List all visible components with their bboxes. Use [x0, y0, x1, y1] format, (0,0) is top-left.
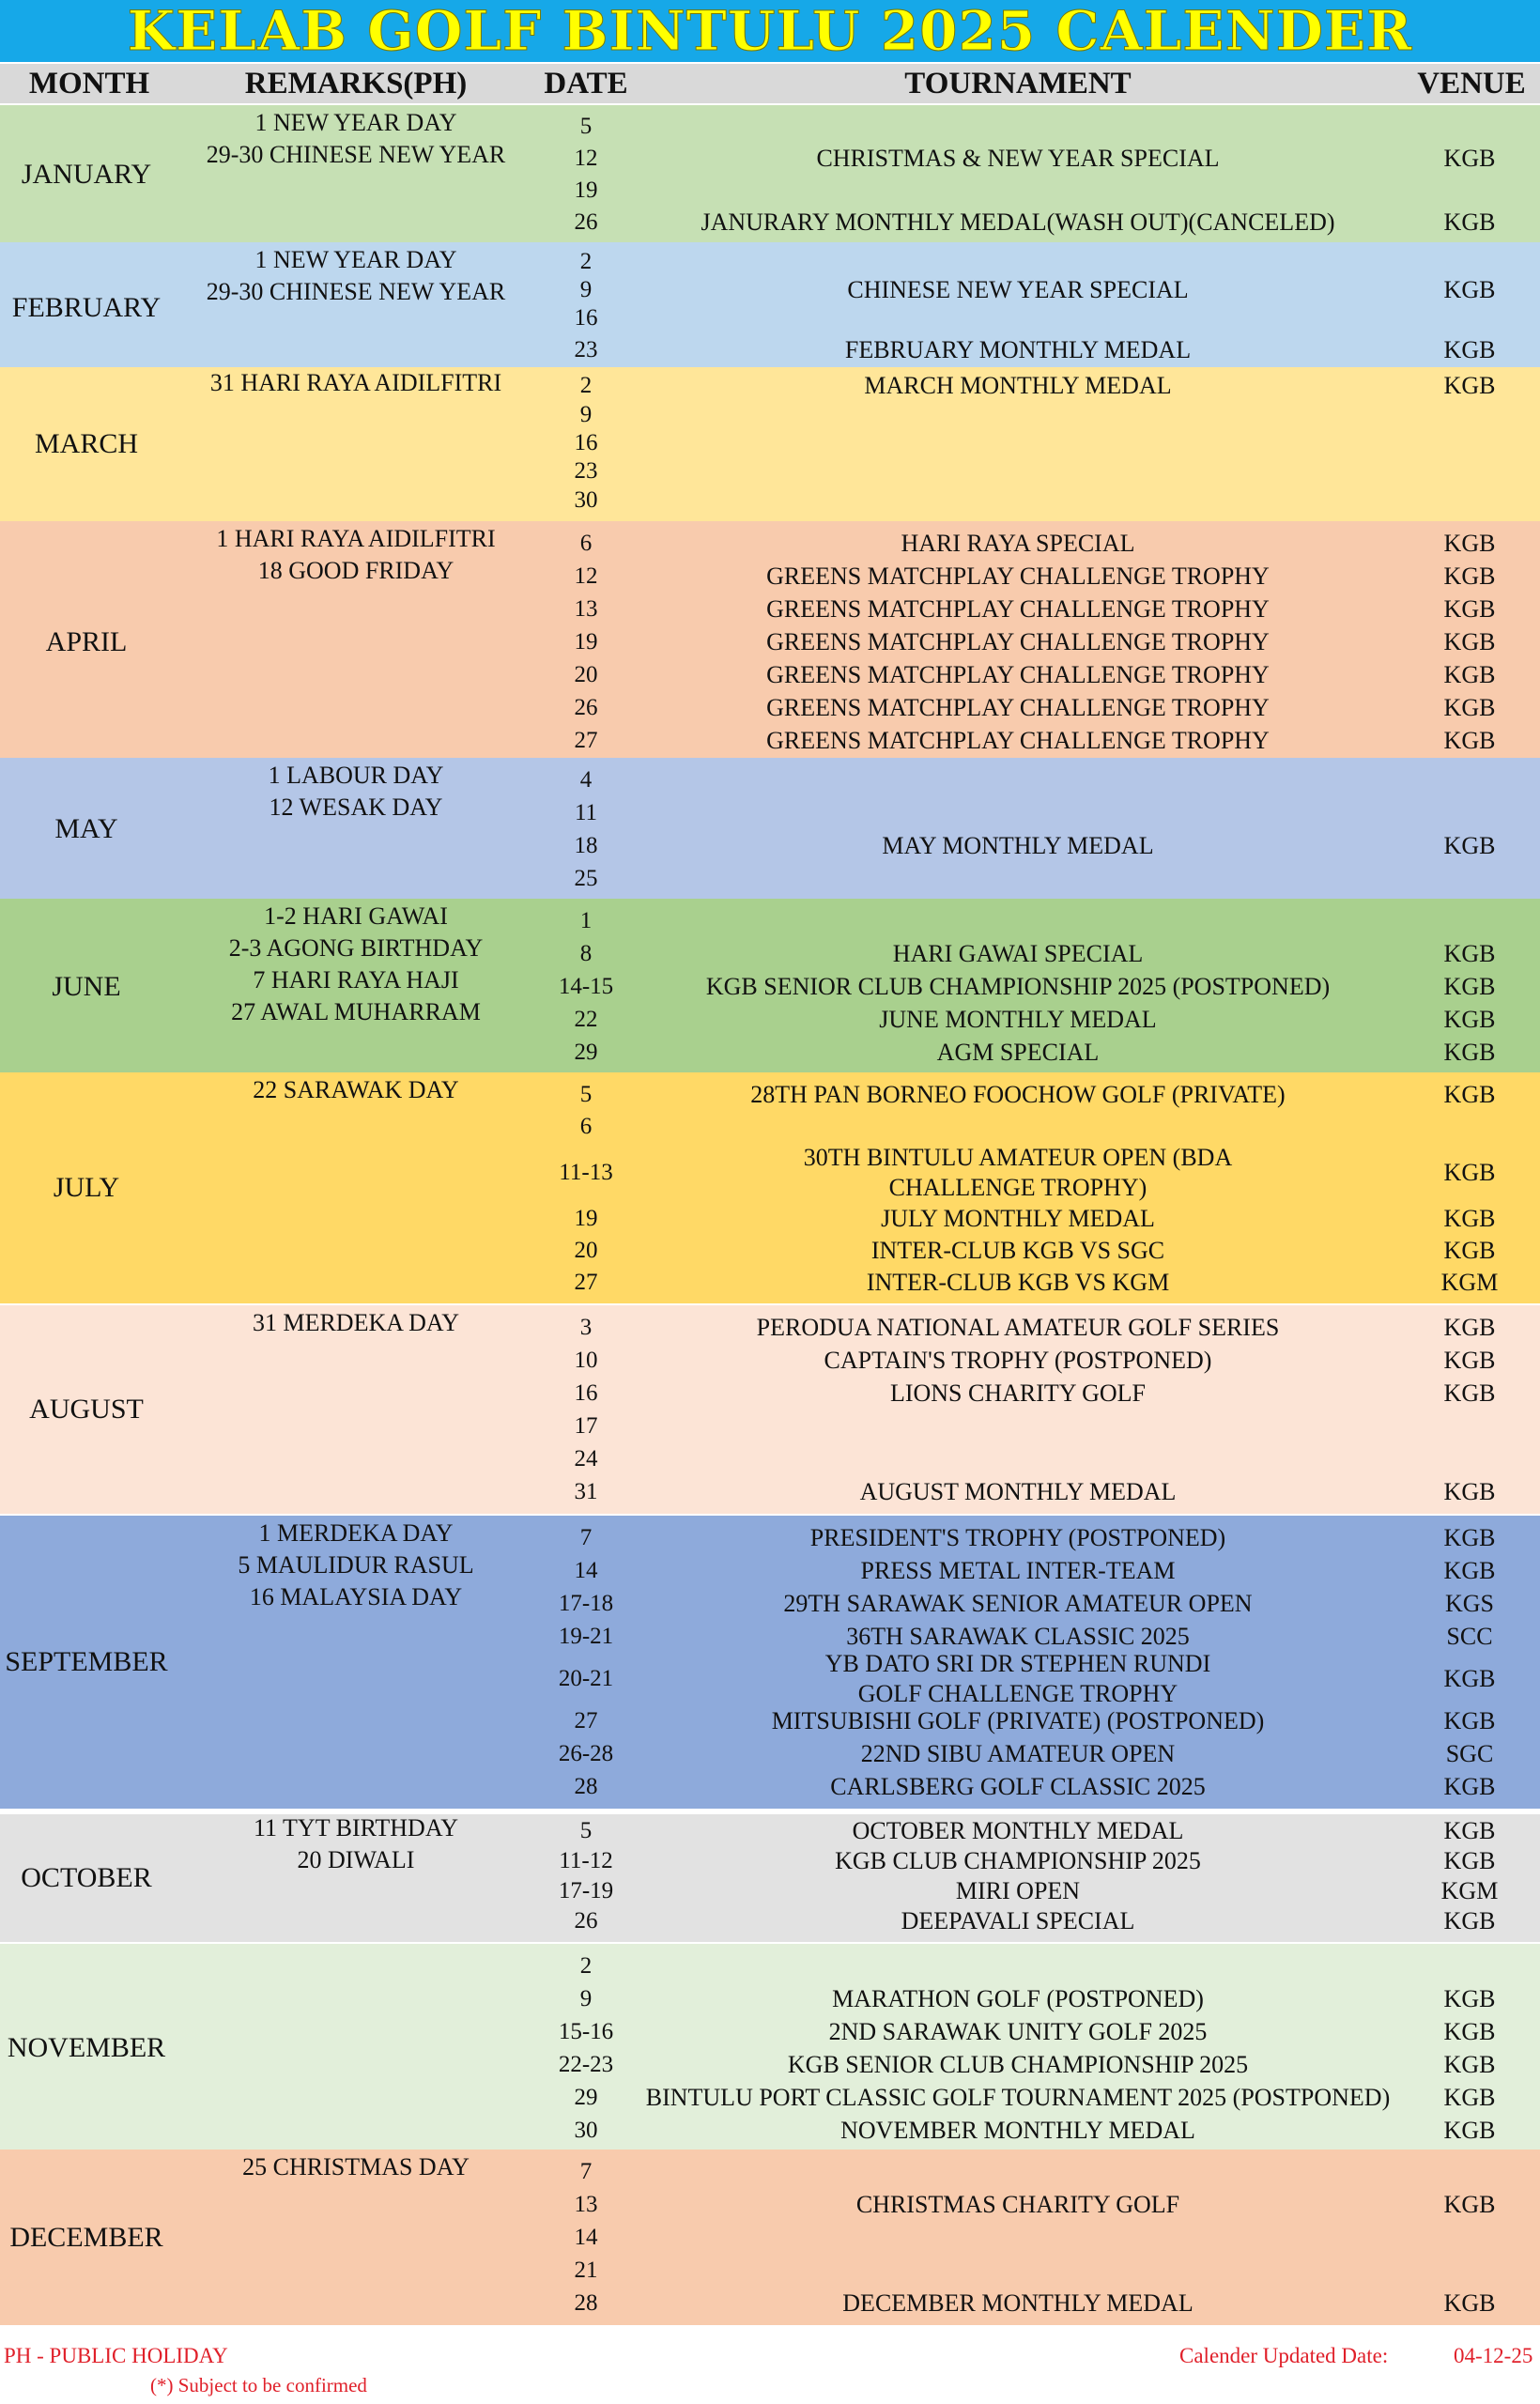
event-date: 13: [574, 595, 598, 622]
tournament-text: 36TH SARAWAK CLASSIC 2025: [846, 1622, 1190, 1650]
venue-code: KGB: [1443, 831, 1496, 859]
month-name: JANUARY: [21, 159, 152, 190]
table-header: [0, 64, 1540, 103]
event-date: 11: [574, 799, 598, 825]
event-date: 20-21: [558, 1665, 614, 1691]
holiday-remark: 11 TYT BIRTHDAY: [253, 1814, 459, 1842]
tournament-name: [642, 1704, 1394, 1737]
holiday-remark: 31 HARI RAYA AIDILFITRI: [209, 369, 502, 396]
tournament-name: [642, 1770, 1394, 1803]
tournament-text: 29TH SARAWAK SENIOR AMATEUR OPEN: [783, 1589, 1253, 1617]
venue-code: SCC: [1446, 1622, 1493, 1650]
month-name: JUNE: [52, 970, 121, 1002]
tournament-name: [642, 1653, 1394, 1704]
month-name: FEBRUARY: [11, 292, 162, 323]
month-name: APRIL: [45, 625, 128, 657]
tournament-name: [642, 1475, 1394, 1508]
event-date: 14: [574, 2224, 598, 2250]
tournament-text: CAPTAIN'S TROPHY (POSTPONED): [824, 1346, 1212, 1374]
event-date: 22-23: [558, 2051, 614, 2077]
venue-code: KGB: [1443, 372, 1496, 399]
month-block: [0, 2150, 1540, 2325]
tournament-text: GREENS MATCHPLAY CHALLENGE TROPHY: [766, 660, 1270, 688]
venue-code: KGB: [1443, 1477, 1496, 1505]
venue-code: KGB: [1443, 1907, 1496, 1934]
event-date: 26-28: [558, 1740, 614, 1766]
event-date: 5: [579, 114, 593, 139]
venue-code: KGB: [1443, 1817, 1496, 1844]
tournament-name: [642, 207, 1394, 239]
tournament-name: [642, 1078, 1394, 1112]
event-date: 5: [579, 1818, 593, 1843]
holiday-remark: 1-2 HARI GAWAI: [264, 902, 448, 930]
tournament-text: GREENS MATCHPLAY CHALLENGE TROPHY: [766, 627, 1270, 655]
tournament-name: [642, 593, 1394, 625]
month-name: JULY: [53, 1172, 120, 1203]
event-date: 30: [574, 2117, 598, 2143]
header-remarks: REMARKS(PH): [244, 67, 468, 100]
month-block: [0, 758, 1540, 901]
venue-code: KGB: [1443, 336, 1496, 363]
tournament-name: [642, 1737, 1394, 1770]
tournament-text: MAY MONTHLY MEDAL: [882, 831, 1154, 859]
event-date: 20: [574, 661, 598, 687]
event-date: 4: [579, 766, 593, 793]
header-tournament: TOURNAMENT: [904, 67, 1132, 100]
venue-code: KGB: [1443, 2050, 1496, 2078]
tournament-text: PERODUA NATIONAL AMATEUR GOLF SERIES: [756, 1313, 1280, 1341]
event-date: 6: [579, 1114, 593, 1139]
event-date: 26: [574, 209, 598, 235]
tournament-name: [642, 2081, 1394, 2114]
event-date: 3: [579, 1314, 593, 1340]
event-date: 17-19: [558, 1878, 614, 1903]
tournament-name: [642, 1377, 1394, 1410]
updated-date-label: Calender Updated Date:: [1179, 2344, 1389, 2367]
month-name: AUGUST: [29, 1394, 144, 1425]
month-block: [0, 521, 1540, 763]
event-date: 29: [574, 1039, 598, 1065]
tournament-name: [642, 625, 1394, 658]
holiday-remark: 1 MERDEKA DAY: [258, 1519, 454, 1547]
month-block: [0, 899, 1540, 1074]
venue-code: KGM: [1440, 1269, 1499, 1296]
tournament-name: [642, 1311, 1394, 1344]
event-date: 14: [574, 1557, 598, 1583]
venue-code: KGB: [1443, 1556, 1496, 1584]
tournament-name: [642, 332, 1394, 368]
tournament-text: AGM SPECIAL: [936, 1038, 1100, 1066]
tournament-name: [642, 2015, 1394, 2048]
tournament-text: PRESS METAL INTER-TEAM: [860, 1556, 1176, 1584]
event-date: 11-13: [559, 1160, 613, 1185]
tournament-name: [642, 937, 1394, 970]
tournament-text: AUGUST MONTHLY MEDAL: [859, 1477, 1177, 1505]
event-date: 23: [574, 337, 598, 362]
event-date: 9: [579, 402, 593, 427]
venue-code: KGS: [1444, 1589, 1494, 1617]
venue-code: KGB: [1443, 972, 1496, 1000]
tournament-name: [642, 1982, 1394, 2015]
event-date: 1: [579, 907, 593, 933]
month-block: [0, 105, 1540, 244]
event-date: 30: [574, 487, 598, 513]
tournament-text: KGB SENIOR CLUB CHAMPIONSHIP 2025: [787, 2050, 1249, 2078]
event-date: 19: [574, 628, 598, 655]
tournament-name: [642, 724, 1394, 757]
venue-code: KGB: [1443, 1005, 1496, 1033]
venue-code: KGB: [1443, 1313, 1496, 1341]
event-date: 7: [579, 2158, 593, 2184]
holiday-remark: 18 GOOD FRIDAY: [257, 557, 454, 584]
venue-code: KGB: [1443, 1379, 1496, 1407]
tournament-name: [642, 1003, 1394, 1036]
tournament-name: [642, 1816, 1394, 1846]
tournament-text: FEBRUARY MONTHLY MEDAL: [844, 336, 1192, 363]
event-date: 26: [574, 1908, 598, 1934]
event-date: 19-21: [558, 1623, 614, 1649]
tournament-name: [642, 1268, 1394, 1298]
event-date: 18: [574, 832, 598, 858]
event-date: 29: [574, 2084, 598, 2110]
venue-code: KGB: [1443, 1706, 1496, 1734]
event-date: 27: [574, 1707, 598, 1734]
tournament-text: JUNE MONTHLY MEDAL: [879, 1005, 1157, 1033]
holiday-remark: 1 NEW YEAR DAY: [254, 109, 457, 136]
event-date: 16: [574, 1379, 598, 1406]
tournament-text: PRESIDENT'S TROPHY (POSTPONED): [809, 1523, 1226, 1551]
venue-code: SGC: [1445, 1739, 1494, 1767]
title-banner: [0, 0, 1540, 62]
venue-code: KGB: [1443, 693, 1496, 721]
tournament-name: [642, 2114, 1394, 2147]
venue-code: KGB: [1443, 726, 1496, 754]
event-date: 11-12: [559, 1848, 613, 1873]
tournament-text: JANURARY MONTHLY MEDAL(WASH OUT)(CANCELED): [701, 208, 1335, 236]
venue-code: KGM: [1440, 1877, 1499, 1904]
header-date: DATE: [544, 67, 628, 100]
tournament-text: LIONS CHARITY GOLF: [889, 1379, 1147, 1407]
venue-code: KGB: [1443, 2083, 1496, 2111]
month-name: OCTOBER: [21, 1862, 152, 1893]
tournament-name: [642, 1846, 1394, 1876]
event-date: 19: [574, 1206, 598, 1231]
venue-code: KGB: [1443, 1237, 1496, 1264]
tournament-text: INTER-CLUB KGB VS KGM: [866, 1269, 1170, 1296]
venue-code: KGB: [1443, 2017, 1496, 2045]
event-date: 27: [574, 727, 598, 753]
event-date: 15-16: [558, 2018, 614, 2044]
tournament-text: NOVEMBER MONTHLY MEDAL: [840, 2116, 1195, 2144]
event-date: 8: [579, 940, 593, 966]
tournament-name: [642, 1906, 1394, 1936]
holiday-remark: 2-3 AGONG BIRTHDAY: [228, 934, 484, 962]
holiday-remark: 16 MALAYSIA DAY: [249, 1583, 463, 1610]
tournament-text: BINTULU PORT CLASSIC GOLF TOURNAMENT 2025 (POSTPONED): [645, 2083, 1391, 2111]
venue-code: KGB: [1443, 562, 1496, 590]
tournament-text: KGB CLUB CHAMPIONSHIP 2025: [835, 1847, 1201, 1874]
month-name: MAY: [54, 813, 118, 844]
event-date: 25: [574, 865, 598, 891]
event-date: 5: [579, 1082, 593, 1107]
tournament-name: [642, 2048, 1394, 2081]
tournament-name: [642, 143, 1394, 175]
tournament-name: [642, 1036, 1394, 1069]
holiday-remark: 27 AWAL MUHARRAM: [231, 998, 481, 1025]
venue-code: KGB: [1443, 529, 1496, 557]
venue-code: KGB: [1443, 2288, 1496, 2317]
month-block: [0, 242, 1540, 374]
event-date: 2: [579, 249, 593, 274]
event-date: 14-15: [558, 973, 614, 999]
tournament-text: 2ND SARAWAK UNITY GOLF 2025: [828, 2017, 1208, 2045]
venue-code: KGB: [1443, 276, 1496, 303]
tournament-name: [642, 970, 1394, 1003]
venue-code: KGB: [1443, 660, 1496, 688]
tournament-text: GREENS MATCHPLAY CHALLENGE TROPHY: [766, 594, 1270, 623]
tournament-text: MITSUBISHI GOLF (PRIVATE) (POSTPONED): [771, 1706, 1265, 1734]
venue-code: KGB: [1443, 594, 1496, 623]
venue-code: KGB: [1443, 1346, 1496, 1374]
holiday-remark: 20 DIWALI: [297, 1846, 415, 1873]
venue-code: KGB: [1443, 939, 1496, 967]
event-date: 26: [574, 694, 598, 720]
tournament-text: CHRISTMAS & NEW YEAR SPECIAL: [816, 145, 1220, 172]
month-block: [0, 1305, 1540, 1514]
tournament-text: GREENS MATCHPLAY CHALLENGE TROPHY: [766, 562, 1270, 590]
tournament-name: [642, 1234, 1394, 1268]
event-date: 17-18: [558, 1590, 614, 1616]
tournament-text: INTER-CLUB KGB VS SGC: [870, 1237, 1165, 1264]
tournament-text: 22ND SIBU AMATEUR OPEN: [860, 1739, 1176, 1767]
venue-code: KGB: [1443, 145, 1496, 172]
tournament-text: HARI GAWAI SPECIAL: [892, 939, 1144, 967]
venue-code: KGB: [1443, 1664, 1496, 1692]
tournament-name: [642, 1521, 1394, 1554]
event-date: 9: [579, 277, 593, 302]
tournament-name: [642, 371, 1394, 401]
venue-code: KGB: [1443, 1847, 1496, 1874]
venue-code: KGB: [1443, 1205, 1496, 1232]
tournament-text: HARI RAYA SPECIAL: [901, 529, 1135, 557]
month-name: NOVEMBER: [7, 2032, 166, 2063]
event-date: 16: [574, 305, 598, 331]
header-venue: VENUE: [1417, 67, 1526, 100]
venue-code: KGB: [1443, 1523, 1496, 1551]
tournament-name: [642, 1620, 1394, 1653]
holiday-remark: 12 WESAK DAY: [269, 794, 443, 821]
tournament-text: KGB SENIOR CLUB CHAMPIONSHIP 2025 (POSTPONED): [705, 972, 1331, 1000]
tournament-name: [642, 658, 1394, 691]
event-date: 16: [574, 430, 598, 455]
confirmation-note: (*) Subject to be confirmed: [150, 2374, 367, 2396]
event-date: 7: [579, 1524, 593, 1550]
venue-code: KGB: [1443, 627, 1496, 655]
holiday-remark: 1 LABOUR DAY: [268, 762, 444, 789]
event-date: 13: [574, 2191, 598, 2217]
holiday-remark: 29-30 CHINESE NEW YEAR: [206, 141, 506, 168]
tournament-text: MARATHON GOLF (POSTPONED): [832, 1984, 1204, 2012]
event-date: 28: [574, 1773, 598, 1799]
event-date: 23: [574, 458, 598, 484]
tournament-name: [642, 1204, 1394, 1234]
event-date: 22: [574, 1006, 598, 1032]
tournament-name: [642, 1142, 1394, 1204]
month-block: [0, 1814, 1540, 1942]
tournament-text: MIRI OPEN: [955, 1877, 1081, 1904]
month-block: [0, 367, 1540, 521]
month-block: [0, 1072, 1540, 1303]
venue-code: KGB: [1443, 2116, 1496, 2144]
tournament-text: YB DATO SRI DR STEPHEN RUNDI GOLF CHALLENGE TROPHY: [824, 1653, 1211, 1704]
holiday-remark: 29-30 CHINESE NEW YEAR: [206, 278, 506, 305]
month-name: DECEMBER: [9, 2221, 163, 2253]
holiday-remark: 22 SARAWAK DAY: [253, 1076, 459, 1103]
holiday-remark: 25 CHRISTMAS DAY: [242, 2153, 470, 2181]
tournament-name: [642, 527, 1394, 560]
month-block: [0, 1516, 1540, 1809]
month-block: [0, 1944, 1540, 2152]
tournament-name: [642, 2188, 1394, 2221]
tournament-text: JULY MONTHLY MEDAL: [881, 1205, 1155, 1232]
event-date: 2: [579, 1952, 593, 1979]
event-date: 9: [579, 1985, 593, 2011]
venue-code: KGB: [1443, 1081, 1496, 1108]
event-date: 19: [574, 177, 598, 203]
tournament-text: CHINESE NEW YEAR SPECIAL: [847, 276, 1189, 303]
venue-code: KGB: [1443, 1159, 1496, 1186]
header-month: MONTH: [28, 67, 150, 100]
tournament-name: [642, 1554, 1394, 1587]
holiday-remark: 7 HARI RAYA HAJI: [253, 966, 459, 994]
venue-code: KGB: [1443, 1772, 1496, 1800]
event-date: 12: [574, 146, 598, 171]
tournament-text: CARLSBERG GOLF CLASSIC 2025: [830, 1772, 1206, 1800]
tournament-text: GREENS MATCHPLAY CHALLENGE TROPHY: [766, 726, 1270, 754]
event-date: 20: [574, 1238, 598, 1263]
tournament-name: [642, 691, 1394, 724]
tournament-name: [642, 1876, 1394, 1906]
holiday-remark: 31 MERDEKA DAY: [252, 1309, 460, 1336]
tournament-text: GREENS MATCHPLAY CHALLENGE TROPHY: [766, 693, 1270, 721]
tournament-name: [642, 276, 1394, 304]
event-date: 31: [574, 1478, 598, 1504]
month-name: SEPTEMBER: [5, 1646, 168, 1677]
event-date: 10: [574, 1347, 598, 1373]
tournament-text: CHRISTMAS CHARITY GOLF: [855, 2190, 1180, 2218]
tournament-name: [642, 2287, 1394, 2319]
page-title: KELAB GOLF BINTULU 2025 CALENDER: [127, 0, 1413, 63]
tournament-name: [642, 1344, 1394, 1377]
event-date: 12: [574, 562, 598, 589]
tournament-text: 28TH PAN BORNEO FOOCHOW GOLF (PRIVATE): [750, 1081, 1286, 1108]
public-holiday-legend: PH - PUBLIC HOLIDAY: [4, 2344, 228, 2367]
venue-code: KGB: [1443, 1984, 1496, 2012]
tournament-name: [642, 560, 1394, 593]
month-name: MARCH: [34, 428, 139, 459]
venue-code: KGB: [1443, 2190, 1496, 2218]
event-date: 24: [574, 1445, 598, 1472]
holiday-remark: 1 NEW YEAR DAY: [254, 246, 457, 273]
tournament-text: 30TH BINTULU AMATEUR OPEN (BDA CHALLENGE TROPHY): [803, 1144, 1233, 1201]
event-date: 27: [574, 1270, 598, 1295]
tournament-text: DECEMBER MONTHLY MEDAL: [842, 2288, 1194, 2317]
tournament-text: OCTOBER MONTHLY MEDAL: [852, 1817, 1184, 1844]
event-date: 28: [574, 2289, 598, 2316]
event-date: 17: [574, 1412, 598, 1439]
event-date: 2: [579, 373, 593, 398]
tournament-name: [642, 1587, 1394, 1620]
holiday-remark: 1 HARI RAYA AIDILFITRI: [216, 525, 496, 552]
tournament-name: [642, 829, 1394, 862]
tournament-text: MARCH MONTHLY MEDAL: [864, 372, 1172, 399]
holiday-remark: 5 MAULIDUR RASUL: [238, 1551, 474, 1579]
venue-code: KGB: [1443, 1038, 1496, 1066]
tournament-text: DEEPAVALI SPECIAL: [901, 1907, 1135, 1934]
event-date: 6: [579, 530, 593, 556]
updated-date-value: 04-12-25: [1454, 2344, 1533, 2367]
venue-code: KGB: [1443, 208, 1496, 236]
event-date: 21: [574, 2257, 598, 2283]
